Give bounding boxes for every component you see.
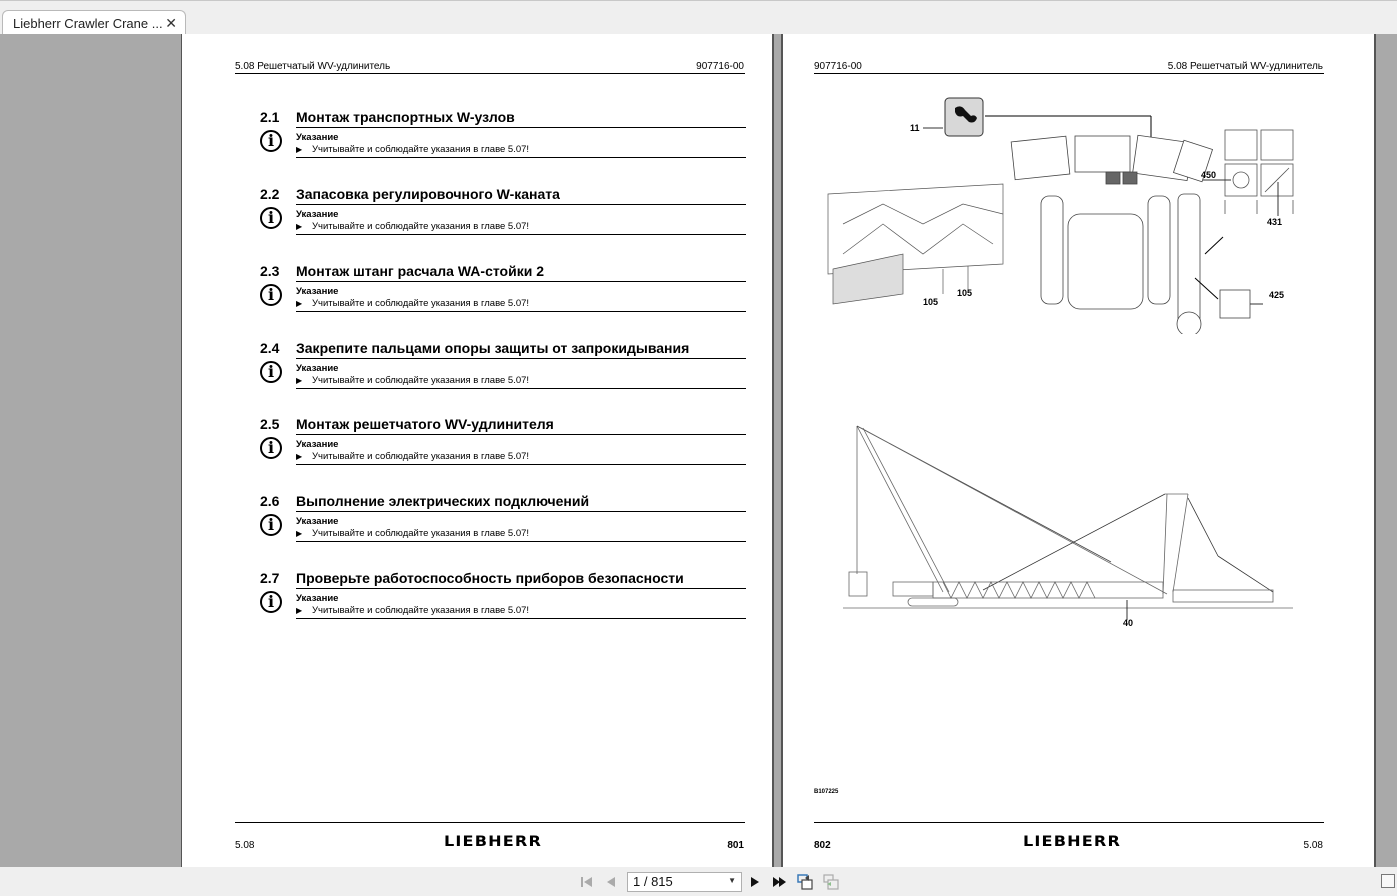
section-title: Проверьте работоспособность приборов безопасности bbox=[296, 570, 684, 586]
bullet-arrow-icon: ▶ bbox=[296, 299, 303, 308]
callout-425: 425 bbox=[1269, 290, 1285, 300]
section-number: 2.2 bbox=[260, 186, 280, 202]
callout-40: 40 bbox=[1123, 618, 1134, 628]
note-heading: Указание bbox=[296, 516, 339, 527]
note-block bbox=[260, 434, 746, 466]
menu-icon[interactable] bbox=[1381, 874, 1395, 888]
section-2-7 bbox=[260, 570, 696, 616]
bullet-arrow-icon: ▶ bbox=[296, 222, 303, 231]
section-title: Закрепите пальцами опоры защиты от запрокидывания bbox=[296, 340, 690, 356]
note-block bbox=[260, 358, 746, 390]
footer-rule bbox=[814, 822, 1324, 823]
note-heading: Указание bbox=[296, 593, 339, 604]
info-icon: i bbox=[260, 514, 282, 536]
footer-rule bbox=[235, 822, 745, 823]
header-rule bbox=[814, 73, 1324, 74]
note-heading: Указание bbox=[296, 439, 339, 450]
section-2-1 bbox=[260, 109, 696, 155]
footer-chapter: 5.08 bbox=[235, 840, 255, 851]
liebherr-logo: LIEBHERR bbox=[1023, 834, 1122, 850]
note-heading: Указание bbox=[296, 209, 339, 220]
note-block bbox=[260, 204, 746, 236]
section-2-6 bbox=[260, 493, 696, 539]
note-heading: Указание bbox=[296, 286, 339, 297]
page-header-title: 5.08 Решетчатый WV-удлинитель bbox=[1167, 61, 1323, 72]
section-number: 2.4 bbox=[260, 340, 280, 356]
note-text: Учитывайте и соблюдайте указания в главе 5.07! bbox=[312, 144, 530, 155]
callout-105-b: 105 bbox=[957, 288, 973, 298]
page-number: 801 bbox=[727, 840, 744, 851]
note-text: Учитывайте и соблюдайте указания в главе 5.07! bbox=[312, 375, 530, 386]
header-rule bbox=[235, 73, 745, 74]
bullet-arrow-icon: ▶ bbox=[296, 529, 303, 538]
page-header-docnum: 907716-00 bbox=[814, 61, 862, 72]
note-block bbox=[260, 127, 746, 159]
chevron-down-icon[interactable]: ▼ bbox=[728, 876, 736, 885]
section-2-3 bbox=[260, 263, 696, 309]
page-number: 802 bbox=[814, 840, 831, 851]
note-text: Учитывайте и соблюдайте указания в главе 5.07! bbox=[312, 528, 530, 539]
section-2-5 bbox=[260, 416, 696, 462]
next-view-icon[interactable] bbox=[822, 873, 840, 891]
callout-431: 431 bbox=[1267, 217, 1283, 227]
info-icon: i bbox=[260, 284, 282, 306]
crane-controls-illustration bbox=[823, 94, 1303, 334]
callout-11: 11 bbox=[910, 123, 920, 133]
section-number: 2.6 bbox=[260, 493, 280, 509]
last-page-icon[interactable] bbox=[770, 873, 788, 891]
info-icon: i bbox=[260, 591, 282, 613]
tab-title: Liebherr Crawler Crane ... bbox=[13, 16, 163, 31]
note-block bbox=[260, 511, 746, 543]
section-number: 2.3 bbox=[260, 263, 280, 279]
callout-450: 450 bbox=[1201, 170, 1217, 180]
tab-bar bbox=[0, 0, 1397, 34]
section-title: Запасовка регулировочного W-каната bbox=[296, 186, 560, 202]
footer-chapter: 5.08 bbox=[1303, 840, 1323, 851]
note-text: Учитывайте и соблюдайте указания в главе 5.07! bbox=[312, 221, 530, 232]
info-icon: i bbox=[260, 130, 282, 152]
section-title: Выполнение электрических подключений bbox=[296, 493, 590, 509]
section-number: 2.7 bbox=[260, 570, 280, 586]
page-indicator: 1 / 815 bbox=[633, 874, 673, 889]
page-802 bbox=[781, 34, 1376, 867]
figure-code: B107225 bbox=[814, 789, 839, 795]
bullet-arrow-icon: ▶ bbox=[296, 452, 303, 461]
close-icon[interactable]: ✕ bbox=[165, 15, 177, 31]
note-text: Учитывайте и соблюдайте указания в главе 5.07! bbox=[312, 605, 530, 616]
note-heading: Указание bbox=[296, 363, 339, 374]
info-icon: i bbox=[260, 207, 282, 229]
bullet-arrow-icon: ▶ bbox=[296, 606, 303, 615]
section-number: 2.5 bbox=[260, 416, 280, 432]
previous-view-icon[interactable] bbox=[796, 873, 814, 891]
note-block bbox=[260, 588, 746, 620]
page-header-docnum: 907716-00 bbox=[696, 61, 744, 72]
bullet-arrow-icon: ▶ bbox=[296, 376, 303, 385]
liebherr-logo: LIEBHERR bbox=[444, 834, 543, 850]
section-number: 2.1 bbox=[260, 109, 280, 125]
first-page-icon[interactable] bbox=[578, 873, 596, 891]
section-title: Монтаж транспортных W-узлов bbox=[296, 109, 515, 125]
document-tab[interactable] bbox=[2, 10, 186, 35]
bullet-arrow-icon: ▶ bbox=[296, 145, 303, 154]
page-number-input[interactable] bbox=[627, 872, 742, 892]
page-header-title: 5.08 Решетчатый WV-удлинитель bbox=[235, 61, 391, 72]
section-2-4 bbox=[260, 340, 696, 386]
document-viewer[interactable] bbox=[0, 34, 1397, 867]
info-icon: i bbox=[260, 361, 282, 383]
info-icon: i bbox=[260, 437, 282, 459]
next-page-icon[interactable] bbox=[746, 873, 764, 891]
section-title: Монтаж штанг расчала WA-стойки 2 bbox=[296, 263, 544, 279]
section-2-2 bbox=[260, 186, 696, 232]
note-block bbox=[260, 281, 746, 313]
page-801 bbox=[181, 34, 774, 867]
callout-105-a: 105 bbox=[923, 297, 939, 307]
note-text: Учитывайте и соблюдайте указания в главе 5.07! bbox=[312, 298, 530, 309]
navigation-toolbar bbox=[0, 867, 1397, 896]
crane-side-view-drawing bbox=[833, 414, 1303, 624]
section-title: Монтаж решетчатого WV-удлинителя bbox=[296, 416, 554, 432]
note-text: Учитывайте и соблюдайте указания в главе 5.07! bbox=[312, 451, 530, 462]
note-heading: Указание bbox=[296, 132, 339, 143]
previous-page-icon[interactable] bbox=[602, 873, 620, 891]
